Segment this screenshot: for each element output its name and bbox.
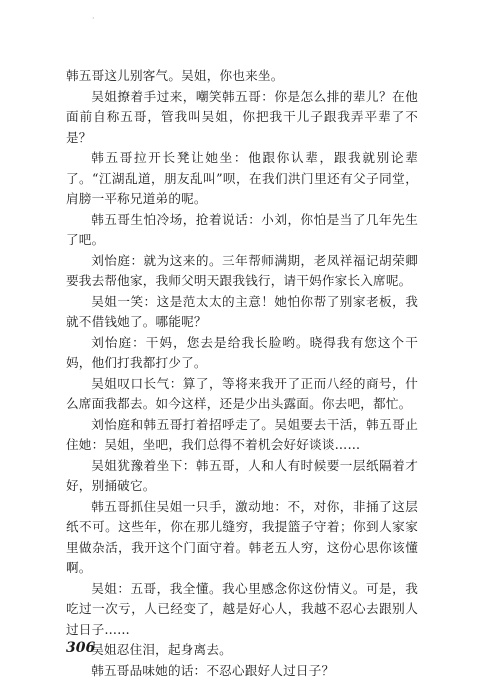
paragraph: 刘怡庭：就为这来的。三年帮师满期，老凤祥福记胡荣卿要我去帮他家，我师父明天跟我钱行，请干妈作家长入席呢。	[66, 252, 418, 288]
paragraph: 吴姐叹口长气：算了，等将来我开了正而八经的商号，什么席面我都去。如今这样，还是少出头露面。你去吧，都忙。	[66, 375, 418, 411]
paragraph: 吴姐：五哥，我全懂。我心里感念你这份情义。可是，我吃过一次亏，人已经变了，越是好心人，我越不忍心去跟别人过日子……	[66, 580, 418, 637]
paragraph: 刘怡庭：干妈，您去是给我长脸哟。晓得我有您这个干妈，他们打我都打少了。	[66, 334, 418, 370]
paragraph: 吴姐忍住泪，起身离去。	[91, 642, 232, 657]
corner-mark: ·	[92, 14, 95, 23]
page-number: 306	[66, 640, 96, 656]
body-text	[66, 66, 418, 681]
paragraph: 吴姐犹豫着坐下：韩五哥，人和人有时候要一层纸隔着才好，别捅破它。	[66, 457, 418, 493]
paragraph: 韩五哥抓住吴姐一只手，激动地：不，对你，非捅了这层纸不可。这些年，你在那儿缝穷，我提篮子守着；你到人家家里做杂活，我开这个门面守着。韩老五人穷，这份心思你该懂啊。	[66, 498, 418, 575]
paragraph: 刘怡庭和韩五哥打着招呼走了。吴姐要去干活，韩五哥止住她：吴姐，坐吧，我们总得不着机会好好谈谈……	[66, 416, 418, 452]
paragraph: 韩五哥品味她的话：不忍心跟好人过日子？	[91, 662, 335, 678]
paragraph: 韩五哥拉开长凳让她坐：他跟你认辈，跟我就别论辈了。“江湖乱道，朋友乱叫”呗，在我们洪门里还有父子同堂，肩膀一平称兄道弟的呢。	[66, 150, 418, 206]
paragraph: 吴姐撩着手过来，嘲笑韩五哥：你是怎么排的辈儿？在他面前自称五哥，管我叫吴姐，你把我干儿子跟我弄平辈了不是？	[66, 88, 418, 145]
paragraph: 吴姐一笑：这是范太太的主意！她怕你帮了别家老板，我就不借钱她了。哪能呢？	[66, 293, 418, 329]
paragraph: 韩五哥这儿别客气。吴姐，你也来坐。	[66, 68, 284, 83]
paragraph: 韩五哥生怕冷场，抢着说话：小刘，你怕是当了几年先生了吧。	[66, 211, 418, 247]
